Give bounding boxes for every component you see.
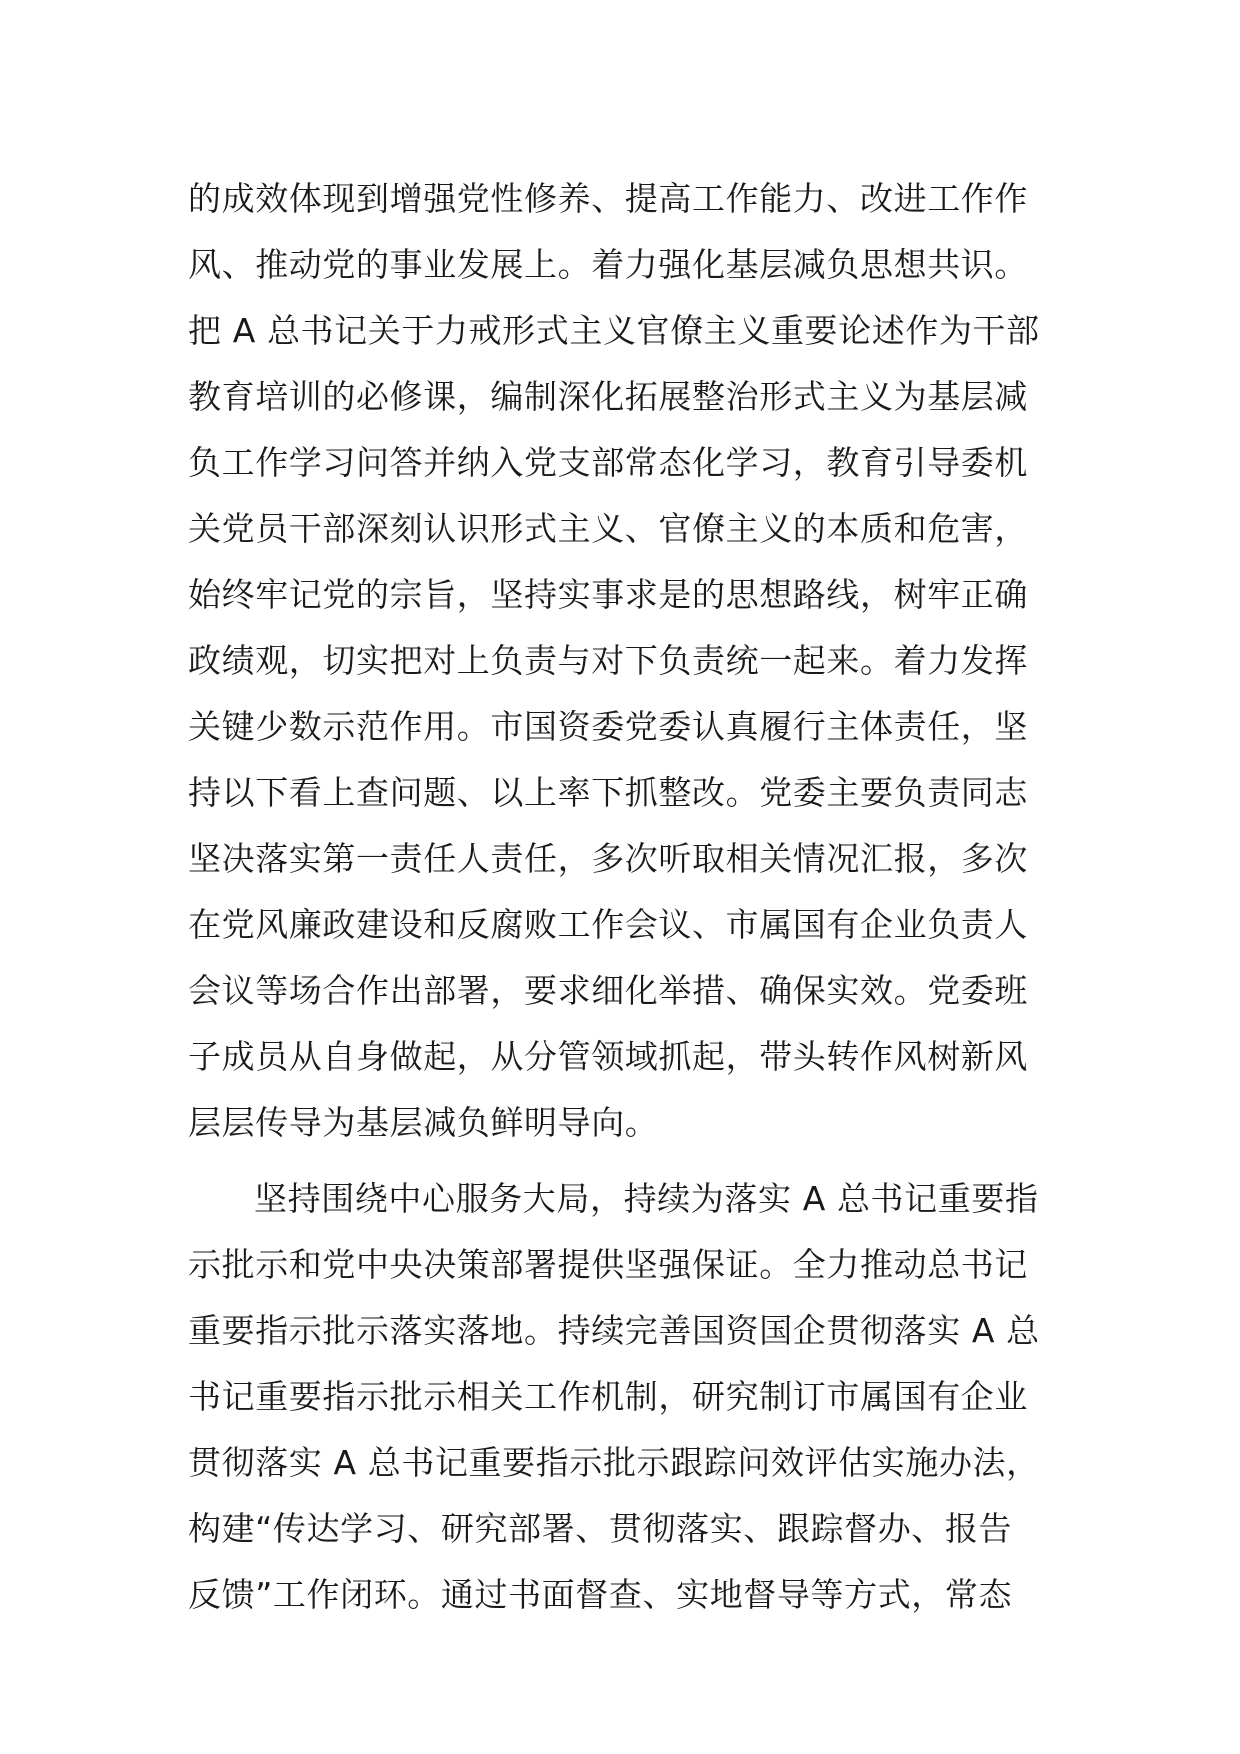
- text-line: 把 A 总书记关于力戒形式主义官僚主义重要论述作为干部: [188, 311, 1040, 350]
- text-line: 书记重要指示批示相关工作机制，研究制订市属国有企业: [188, 1377, 1028, 1416]
- paragraph-gap: [188, 1156, 1068, 1166]
- body-text: [188, 166, 1068, 1628]
- text-line: 坚决落实第一责任人责任，多次听取相关情况汇报，多次: [188, 839, 1028, 878]
- text-line: 重要指示批示落实落地。持续完善国资国企贯彻落实 A 总: [188, 1311, 1040, 1350]
- text-line: 关键少数示范作用。市国资委党委认真履行主体责任，坚: [188, 707, 1028, 746]
- text-line: 层层传导为基层减负鲜明导向。: [188, 1103, 659, 1142]
- text-line: 关党员干部深刻认识形式主义、官僚主义的本质和危害，: [188, 509, 1028, 548]
- text-line: 负工作学习问答并纳入党支部常态化学习，教育引导委机: [188, 443, 1028, 482]
- text-line: 的成效体现到增强党性修养、提高工作能力、改进工作作: [188, 179, 1028, 218]
- text-line: 会议等场合作出部署，要求细化举措、确保实效。党委班: [188, 971, 1028, 1010]
- text-line: 构建“传达学习、研究部署、贯彻落实、跟踪督办、报告: [188, 1509, 1013, 1548]
- text-line: 风、推动党的事业发展上。着力强化基层减负思想共识。: [188, 245, 1028, 284]
- text-line: 贯彻落实 A 总书记重要指示批示跟踪问效评估实施办法，: [188, 1443, 1040, 1482]
- paragraph-2: [188, 1166, 1068, 1628]
- text-line: 示批示和党中央决策部署提供坚强保证。全力推动总书记: [188, 1245, 1028, 1284]
- paragraph-1: [188, 166, 1068, 1156]
- text-line: 持以下看上查问题、以上率下抓整改。党委主要负责同志: [188, 773, 1028, 812]
- text-line: 政绩观，切实把对上负责与对下负责统一起来。着力发挥: [188, 641, 1028, 680]
- text-line: 教育培训的必修课，编制深化拓展整治形式主义为基层减: [188, 377, 1028, 416]
- text-line: 始终牢记党的宗旨，坚持实事求是的思想路线，树牢正确: [188, 575, 1028, 614]
- text-line: 在党风廉政建设和反腐败工作会议、市属国有企业负责人: [188, 905, 1028, 944]
- text-line: 反馈”工作闭环。通过书面督查、实地督导等方式，常态: [188, 1575, 1013, 1614]
- text-line: 坚持围绕中心服务大局，持续为落实 A 总书记重要指: [254, 1179, 1039, 1218]
- text-line: 子成员从自身做起，从分管领域抓起，带头转作风树新风: [188, 1037, 1028, 1076]
